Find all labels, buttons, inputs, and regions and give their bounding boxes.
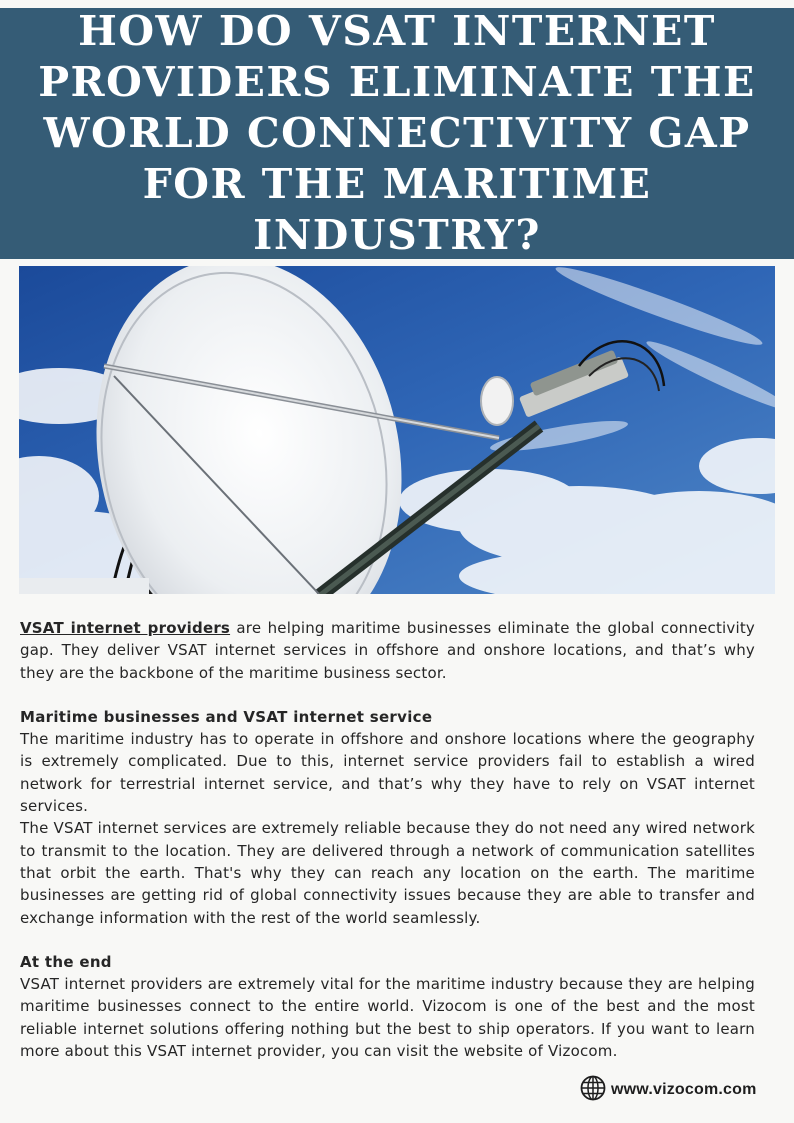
section2-paragraph: VSAT internet providers are extremely vital for the maritime industry because they are helping maritime businesses connect to the entire world. Vizocom is one of the best and the most reliable internet solutions offering nothing but the best to ship operators. If you want to learn more about this VSAT internet provider, you can visit the website of Vizocom. [20,975,755,1061]
globe-icon [580,1075,606,1105]
article-body [20,617,755,1062]
section-heading-end: At the end [20,952,112,971]
website-footer [580,1077,757,1103]
section1-paragraph-1: The maritime industry has to operate in offshore and onshore locations where the geography is extremely complicated. Due to this, internet service providers fail to establish a wired network for terrestrial internet service, and that’s why they have to rely on VSAT internet services. [20,730,755,816]
website-url[interactable]: www.vizocom.com [611,1081,757,1098]
satellite-dish-photo [19,266,775,594]
vsat-providers-link[interactable]: VSAT internet providers [20,619,231,637]
spacer [20,929,755,951]
spacer [20,684,755,706]
section-heading-maritime: Maritime businesses and VSAT internet service [20,707,433,726]
title-banner [0,8,794,259]
intro-text: are helping maritime businesses eliminate the global connectivity gap. They deliver VSAT internet services in offshore and onshore locations, and that’s why they are the backbone of the maritime business sector. [20,619,755,682]
intro-paragraph [20,617,755,684]
page-title: HOW DO VSAT INTERNET PROVIDERS ELIMINATE THE WORLD CONNECTIVITY GAP FOR THE MARITIME INDUSTRY? [38,7,756,259]
section1-paragraph-2: The VSAT internet services are extremely reliable because they do not need any wired network to transmit to the location. They are delivered through a network of communication satellites that orbit the earth. That's why they can reach any location on the earth. The maritime businesses are getting rid of global connectivity issues because they are able to transfer and exchange information with the rest of the world seamlessly. [20,819,755,927]
